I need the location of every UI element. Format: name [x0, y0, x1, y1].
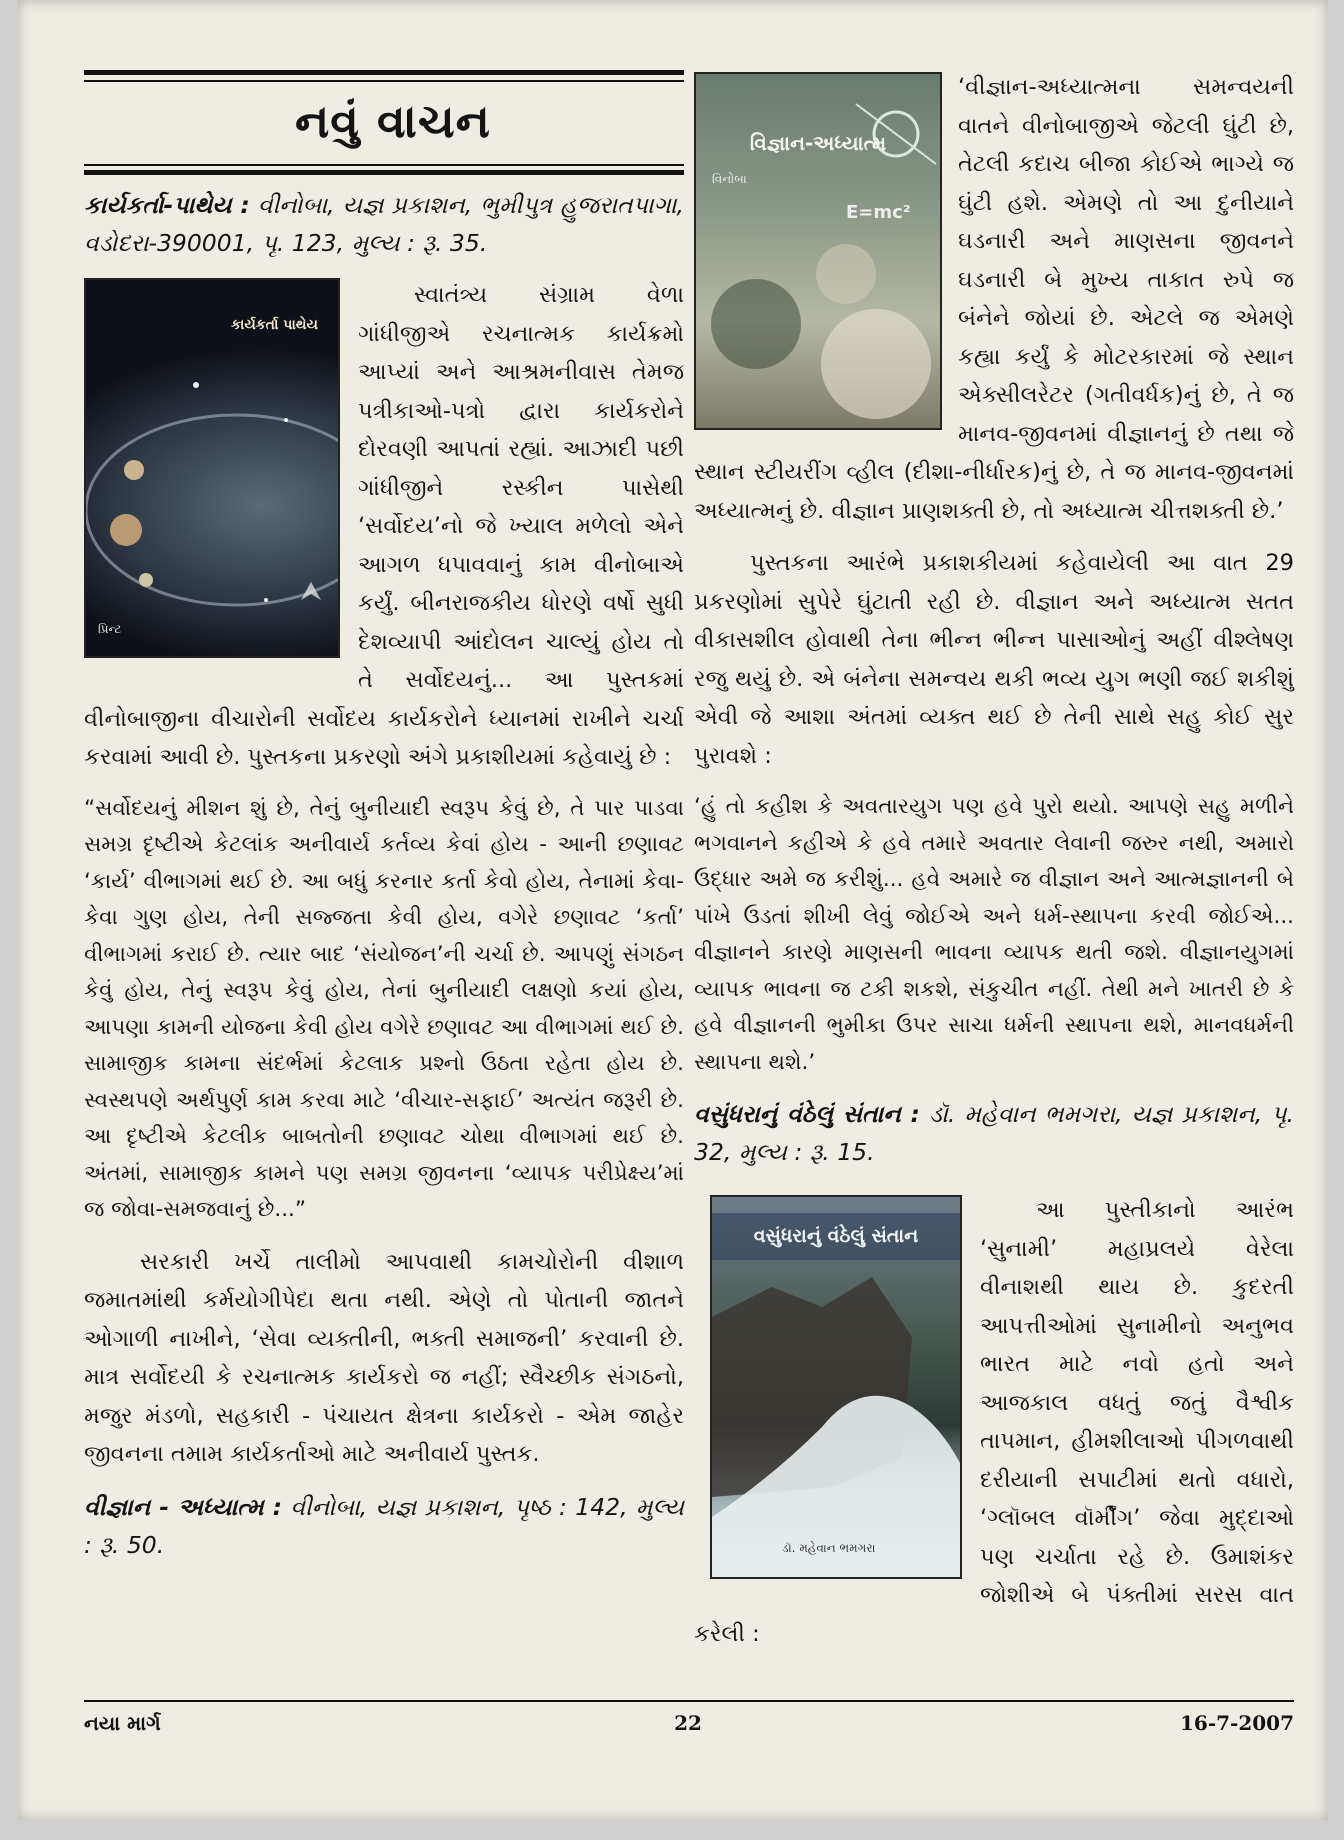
book1-closing-paragraph: સરકારી ખર્ચે તાલીમો આપવાથી કામચોરોની વીશાળ જમાતમાંથી કર્મયોગીપેદા થતા નથી. એણે તો પોતાની જાતને ઓગાળી નાખીને, ‘સેવા વ્યક્તીની, ભક્તી સમાજની’ કરવાની છે. માત્ર સર્વોદયી કે રચનાત્મક કાર્યકરો જ નહીં; સ્વૈચ્છીક સંગઠનો, મજુર મંડળો, સહકારી - પંચાયત ક્ષેત્રના કાર્યકરો - એમ જાહેર જીવનના તમામ કાર્યકર્તાઓ માટે અનીવાર્ય પુસ્તક.: [84, 1248, 684, 1467]
book2-details: વીનોબા, યજ્ઞ પ્રકાશન, પૃષ્ઠ : 142, મુલ્ય : રૂ. 50.: [84, 1492, 684, 1559]
book2-title: વીજ્ઞાન - અધ્યાત્મ :: [84, 1492, 282, 1521]
book1-title: કાર્યકર્તા-પાથેય :: [84, 191, 250, 219]
footer-magazine-name: નયા માર્ગ: [84, 1711, 161, 1735]
book3-title: વસુંધરાનું વંઠેલું સંતાન :: [694, 1100, 920, 1128]
book3-details: ડૉ. મહેવાન ભમગરા, યજ્ઞ પ્રકાશન, પૃ. 32, મુલ્ય : રૂ. 15.: [694, 1100, 1294, 1166]
footer-rule: [84, 1700, 1294, 1702]
book3-cover-title: વસુંધરાનું વંઠેલું સંતાન: [712, 1213, 960, 1260]
book1-quote: “સર્વોદયનું મીશન શું છે, તેનું બુનીયાદી સ્વરૂપ કેવું છે, તે પાર પાડવા સમગ્ર દૃષ્ટીએ કેટલાંક અનીવાર્ય કર્તવ્ય કેવાં હોય - આની છણાવટ ‘કાર્ય’ વીભાગમાં થઈ છે. આ બધું કરનાર કર્તા કેવો હોય, તેનામાં કેવા-કેવા ગુણ હોય, તેની સજ્જતા કેવી હોય, વગેરે છણાવટ ‘કર્તા’ વીભાગમાં કરાઈ છે. ત્યાર બાદ ‘સંયોજન’ની ચર્ચા છે. આપણું સંગઠન કેવું હોય, તેનું સ્વરૂપ કેવું હોય, તેનાં બુનીયાદી લક્ષણો કયાં હોય, આપણા કામની યોજના કેવી હોય વગેરે છણાવટ આ વીભાગમાં થઈ છે. સામાજીક કામના સંદર્ભમાં કેટલાક પ્રશ્નો ઉઠતા રહેતા હોય છે. સ્વસ્થપણે અર્થપુર્ણ કામ કરવા માટે ‘વીચાર-સફાઈ’ અત્યંત જરૂરી છે. આ દૃષ્ટીએ કેટલીક બાબતોની છણાવટ ચોથા વીભાગમાં થઈ છે. અંતમાં, સામાજીક કામને પણ સમગ્ર જીવનના ‘વ્યાપક પરીપ્રેક્ષ્ય’માં જ જોવા-સમજવાનું છે...”: [84, 795, 684, 1222]
book2-paragraph: ‘વીજ્ઞાન-અધ્યાત્મના સમન્વયની વાતને વીનોબાજીએ જેટલી ઘુંટી છે, તેટલી કદાચ બીજા કોઈએ ભાગ્યે જ ઘુંટી હશે. એમણે તો આ દુનીયાને ઘડનારી અને માણસના જીવનને ઘડનારી બે મુખ્ય તાકાત રુપે જ બંનેને જોયાં છે. એટલે જ એમણે કહ્યા કર્યું કે મોટરકારમાં જે સ્થાન એક્સીલરેટર (ગતીવર્ધક)નું છે, તે જ માનવ-જીવનમાં વીજ્ઞાનનું છે તથા જે સ્થાન સ્ટીયરીંગ વ્હીલ (દીશા-નીર્ધારક)નું છે, તે જ માનવ-જીવનમાં અધ્યાત્મનું છે. વીજ્ઞાન પ્રાણશક્તી છે, તો અધ્યાત્મ ચીત્તશક્તી છે.’: [694, 74, 1294, 524]
book3-bibliography: [694, 1095, 1294, 1171]
heading-rule-top-thin: [84, 80, 684, 82]
book3-cover-image: [710, 1195, 962, 1579]
heading-rule-bottom-thin: [84, 164, 684, 166]
footer-page-number: 22: [674, 1711, 702, 1735]
book2-cover-formula: E=mc²: [846, 202, 911, 223]
footer-date: 16-7-2007: [1179, 1711, 1294, 1735]
book1-bibliography: [84, 186, 684, 262]
book2-cover-title: વિજ્ઞાન-અધ્યાત્મ: [749, 131, 887, 155]
book3-paragraph: આ પુસ્તીકાનો આરંભ ‘સુનામી’ મહાપ્રલયે વેરેલા વીનાશથી થાય છે. કુદરતી આપત્તીઓમાં સુનામીનો અનુભવ ભારત માટે નવો હતો અને આજકાલ વધતું જતું વૈશ્વીક તાપમાન, હીમશીલાઓ પીગળવાથી દરીયાની સપાટીમાં થતો વધારો, ‘ગ્લૉબલ વૉર્મીંગ’ જેવા મુદ્દાઓ પણ ચર્ચાતા રહે છે. ઉમાશંકર જોશીએ બે પંક્તીમાં સરસ વાત કરેલી :: [694, 1197, 1294, 1647]
book3-cover-author: ડૉ. મહેવાન ભમગરા: [782, 1540, 876, 1555]
heading-rule-bottom-thick: [84, 170, 684, 175]
book1-cover-image: [84, 278, 340, 658]
book1-paragraph: સ્વાતંત્ર્ય સંગ્રામ વેળા ગાંધીજીએ રચનાત્મક કાર્યક્રમો આપ્યાં અને આશ્રમનીવાસ તેમજ પત્રીકાઓ-પત્રો દ્વારા કાર્યકરોને દોરવણી આપતાં રહ્યાં. આઝાદી પછી ગાંધીજીને રસ્કીન પાસેથી ‘સર્વોદય’નો જે ખ્યાલ મળેલો એને આગળ ધપાવવાનું કામ વીનોબાએ કર્યું. બીનરાજકીય ધોરણે વર્ષો સુધી દેશવ્યાપી આંદોલન ચાલ્યું હોય તો તે સર્વોદયનું... આ પુસ્તકમાં વીનોબાજીના વીચારોની સર્વોદય કાર્યકરોને ધ્યાનમાં રાખીને ચર્ચા કરવામાં આવી છે. પુસ્તકના પ્રકરણો અંગે પ્રકાશીયમાં કહેવાયું છે :: [84, 282, 684, 770]
book2-intro-paragraph: પુસ્તકના આરંભે પ્રકાશકીયમાં કહેવાયેલી આ વાત 29 પ્રકરણોમાં સુપેરે ઘુંટાતી રહી છે. વીજ્ઞાન અને અધ્યાત્મ સતત વીકાસશીલ હોવાથી તેના ભીન્ન ભીન્ન પાસાઓનું અહીં વીશ્લેષણ રજુ થયું છે. એ બંનેના સમન્વય થકી ભવ્ય યુગ ભણી જઈ શકીશું એવી જે આશા અંતમાં વ્યક્ત થઈ છે તેની સાથે સહુ કોઈ સુર પુરાવશે :: [694, 550, 1294, 769]
book1-details: વીનોબા, યજ્ઞ પ્રકાશન, ભુમીપુત્ર હુજરાતપાગા, વડોદરા-390001, પૃ. 123, મુલ્ય : રૂ. 35.: [84, 191, 684, 257]
section-title: નવું વાચન: [295, 94, 491, 148]
book1-cover-title: કાર્યકર્તા પાથેય: [231, 317, 318, 333]
book1-cover-publisher: પ્રિન્ટ: [98, 621, 122, 636]
right-column: [694, 68, 1294, 1653]
magazine-page: [18, 0, 1328, 1820]
heading-rule-top-thick: [84, 70, 684, 75]
book2-cover-image: [694, 72, 942, 430]
left-column: [84, 186, 684, 1564]
book2-bibliography: [84, 1488, 684, 1564]
book2-quote: ‘હું તો કહીશ કે અવતારયુગ પણ હવે પુરો થયો. આપણે સહુ મળીને ભગવાનને કહીએ કે હવે તમારે અવતાર લેવાની જરુર નથી, અમારો ઉદ્ધાર અમે જ કરીશું... હવે અમારે જ વીજ્ઞાન અને આત્મજ્ઞાનની બે પાંખે ઉડતાં શીખી લેવું જોઈએ અને ધર્મ-સ્થાપના કરવી જોઈએ... વીજ્ઞાનને કારણે માણસની ભાવના વ્યાપક થતી જશે. વીજ્ઞાનયુગમાં વ્યાપક ભાવના જ ટકી શકશે, સંકુચીત નહીં. તેથી મને ખાતરી છે કે હવે વીજ્ઞાનની ભુમીકા ઉપર સાચા ધર્મની સ્થાપના થશે, માનવધર્મની સ્થાપના થશે.’: [694, 794, 1294, 1075]
book2-cover-author: વિનોબા: [712, 172, 747, 186]
